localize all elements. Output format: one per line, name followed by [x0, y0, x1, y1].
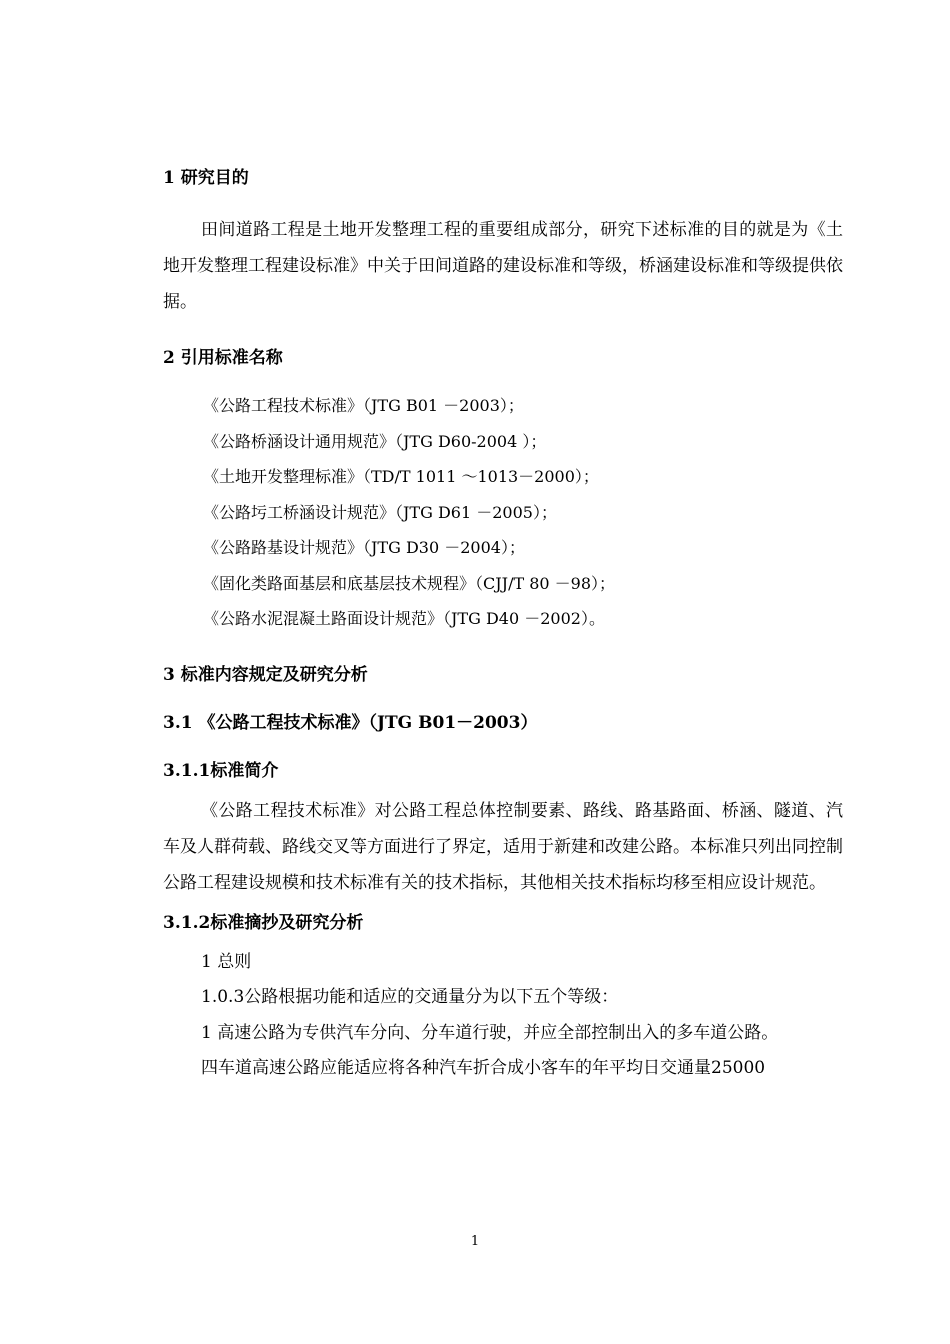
excerpt-line: 1 总则	[201, 951, 252, 972]
page-content	[163, 160, 843, 1087]
reference-list	[163, 388, 843, 637]
section-3-heading: 3 标准内容规定及研究分析	[163, 664, 368, 685]
excerpt-line: 四车道高速公路应能适应将各种汽车折合成小客车的年平均日交通量25000	[201, 1058, 766, 1078]
reference-item: 《公路水泥混凝土路面设计规范》（JTG D40 －2002）。	[203, 609, 605, 628]
excerpt-line: 1.0.3公路根据功能和适应的交通量分为以下五个等级：	[201, 987, 619, 1007]
section-3-1-2-heading: 3.1.2标准摘抄及研究分析	[163, 912, 364, 933]
page-number: 1	[470, 1234, 480, 1249]
section-1-paragraph: 田间道路工程是土地开发整理工程的重要组成部分，研究下述标准的目的就是为《土地开发整理工程建设标准》中关于田间道路的建设标准和等级，桥涵建设标准和等级提供依据。	[163, 220, 843, 312]
section-1-heading: 1 研究目的	[163, 168, 249, 188]
reference-item: 《公路圬工桥涵设计规范》（JTG D61 －2005）；	[203, 502, 557, 522]
reference-item: 《土地开发整理标准》（TD/T 1011 ～1013－2000）；	[203, 467, 599, 486]
reference-item: 《固化类路面基层和底基层技术规程》（CJJ/T 80 －98）；	[203, 573, 616, 593]
reference-item: 《公路桥涵设计通用规范》（JTG D60-2004 ）；	[203, 431, 547, 451]
reference-item: 《公路路基设计规范》（JTG D30 －2004）；	[203, 538, 525, 557]
section-3-1-1-heading: 3.1.1标准简介	[163, 760, 279, 781]
section-3-1-heading: 3.1 《公路工程技术标准》（JTG B01－2003）	[163, 712, 538, 733]
section-3-1-1-paragraph: 《公路工程技术标准》对公路工程总体控制要素、路线、路基路面、桥涵、隧道、汽车及人群荷载、路线交叉等方面进行了界定，适用于新建和改建公路。本标准只列出同控制公路工程建设规模和技术标准有关的技术指标，其他相关技术指标均移至相应设计规范。	[163, 800, 843, 893]
reference-item: 《公路工程技术标准》（JTG B01 －2003）；	[203, 396, 524, 415]
excerpt-line: 1 高速公路为专供汽车分向、分车道行驶，并应全部控制出入的多车道公路。	[201, 1022, 779, 1043]
section-2-heading: 2 引用标准名称	[163, 348, 283, 368]
